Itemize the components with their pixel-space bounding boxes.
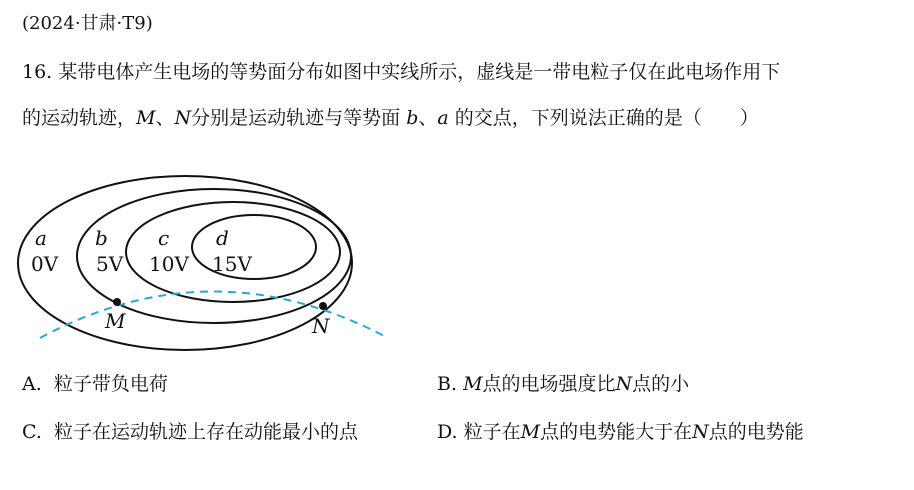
option-d[interactable]: [437, 420, 804, 444]
option-c-letter: C.: [22, 421, 42, 443]
question-stem-text-3: 分别是运动轨迹与等势面: [191, 107, 401, 129]
option-d-text-2: 点的电势能大于在: [540, 421, 693, 443]
label-point-m: M: [105, 309, 126, 333]
option-d-text-3: 点的电势能: [708, 421, 804, 443]
option-c[interactable]: [22, 420, 358, 444]
label-a: a: [35, 226, 47, 250]
option-b-text-2: 点的小: [632, 373, 690, 395]
point-m-dot: [113, 298, 121, 306]
label-15v: 15V: [212, 252, 252, 276]
question-stem-text-1: 某带电体产生电场的等势面分布如图中实线所示，虚线是一带电粒子仅在此电场作用下: [58, 61, 781, 83]
question-stem-line-1: [22, 60, 780, 84]
equipotential-d: [192, 215, 316, 279]
label-c: c: [158, 226, 170, 250]
label-10v: 10V: [149, 252, 189, 276]
trajectory-dashed: [40, 292, 388, 339]
option-d-var-m: M: [520, 421, 541, 443]
var-m: M: [136, 107, 156, 129]
point-n-dot: [319, 302, 327, 310]
label-5v: 5V: [96, 252, 124, 276]
question-source: (2024·甘肃·T9): [22, 13, 153, 34]
option-a-letter: A.: [22, 373, 42, 395]
question-stem-line-2: [22, 106, 759, 130]
question-stem-text-4: 的交点，下列说法正确的是（ ）: [454, 107, 759, 129]
option-b[interactable]: [437, 372, 689, 396]
option-d-text-1: 粒子在: [463, 421, 521, 443]
option-b-text-1: 点的电场强度比: [482, 373, 616, 395]
separator: 、: [155, 107, 175, 129]
question-number: 16.: [22, 61, 53, 83]
var-a: a: [437, 107, 449, 129]
separator-2: 、: [418, 107, 438, 129]
option-b-var-m: M: [463, 373, 483, 395]
option-a-text: 粒子带负电荷: [53, 373, 168, 395]
var-n: N: [174, 107, 192, 129]
option-c-text: 粒子在运动轨迹上存在动能最小的点: [54, 421, 359, 443]
equipotential-figure: [0, 140, 420, 360]
var-b: b: [406, 107, 419, 129]
option-a[interactable]: [22, 372, 168, 396]
label-b: b: [95, 226, 108, 250]
option-b-var-n: N: [615, 373, 633, 395]
question-stem-text-2: 的运动轨迹，: [22, 107, 137, 129]
option-d-var-n: N: [692, 421, 709, 443]
option-b-letter: B.: [437, 373, 458, 395]
label-0v: 0V: [31, 252, 59, 276]
option-d-letter: D.: [437, 421, 458, 443]
label-d: d: [216, 226, 229, 250]
label-point-n: N: [312, 314, 330, 338]
